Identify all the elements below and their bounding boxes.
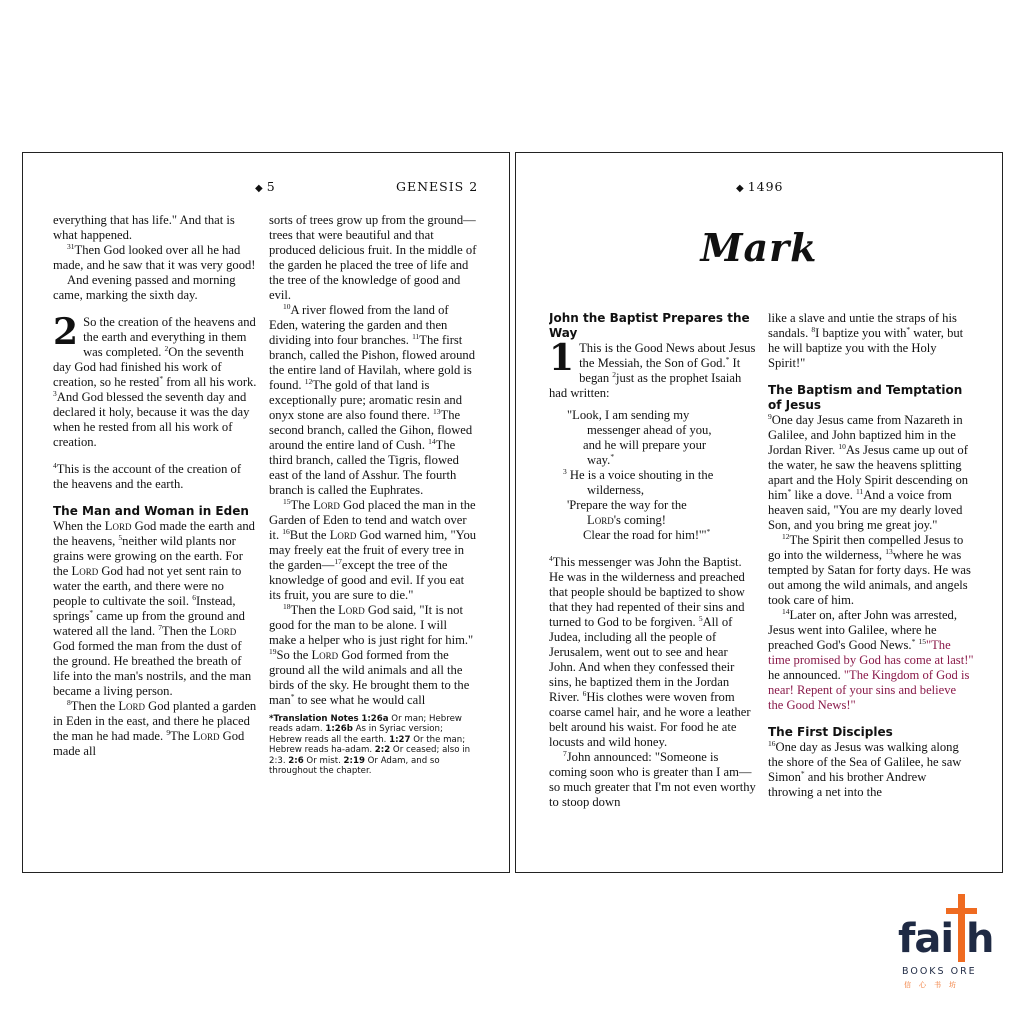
paragraph: sorts of trees grow up from the ground—trees that were beautiful and that produced delicious fruit. In the middle of the garden he placed the tree of life and the tree of the knowledge of good and evil. <box>269 213 477 302</box>
right-column-2 <box>768 311 974 866</box>
faith-bookstore-logo <box>896 890 996 1010</box>
section-heading: John the Baptist Prepares the Way <box>549 311 750 340</box>
cross-icon-bar <box>946 908 977 914</box>
paragraph: When the Lord God made the earth and the heavens, $^5$neither wild plants nor grains were growing on the earth. For the Lord God had not yet sent rain to water the earth, and there were no people to cultivate the soil. $^6$Instead, springs* came up from the ground and watered all the land. $^7$Then the Lord God formed the man from the dust of the ground. He breathed the breath of life into the man's nostrils, and the man became a living person. <box>53 519 255 698</box>
paragraph: $^{10}$A river flowed from the land of Eden, watering the garden and then dividing into four branches. $^{11}$The first branch, called the Pishon, flowed around the entire land of Havilah, where gold is found. $^{12}$The gold of that land is exceptionally pure; aromatic resin and onyx stone are also found there. $^{13}$The second branch, called the Gihon, flowed around the entire land of Cush. $^{14}$The third branch, called the Tigris, flowed east of the land of Asshur. The fourth branch is called the Euphrates. <box>269 301 475 497</box>
paragraph: $^9$One day Jesus came from Nazareth in Galilee, and John baptized him in the Jordan River. $^{10}$As Jesus came up out of the water, he saw the heavens splitting apart and the Holy Spirit descending on him* like a dove. $^{11}$And a voice from heaven said, "You are my dearly loved Son, and you bring me great joy." <box>768 411 969 532</box>
left-page <box>22 152 510 873</box>
page-number: ◆ 1496 <box>736 179 784 194</box>
section-heading: The Man and Woman in Eden <box>53 504 249 518</box>
paragraph: $^{12}$The Spirit then compelled Jesus to go into the wilderness, $^{13}$where he was tempted by Satan for forty days. He was out among the wild animals, and angels took care of him. <box>768 531 971 607</box>
chapter-number: 1 <box>549 337 575 379</box>
page-number: ◆ 5 <box>255 179 276 194</box>
page-marker-icon: ◆ <box>255 183 264 194</box>
page-marker-icon: ◆ <box>736 183 745 194</box>
left-column-2 <box>269 213 477 863</box>
paragraph: like a slave and untie the straps of his sandals. $^8$I baptize you with* water, but he will baptize you with the Holy Spirit!" <box>768 311 964 370</box>
right-column-1 <box>549 311 757 866</box>
paragraph: $^4$This is the account of the creation of the heavens and the earth. <box>53 460 242 491</box>
logo-subtitle: BOOKS ORE <box>902 966 977 977</box>
paragraph: And evening passed and morning came, marking the sixth day. <box>53 273 236 302</box>
paragraph: 2 So the creation of the heavens and the earth and everything in them was completed. $^2$On the seventh day God had finished his work of creation, so he rested* from all his work. $^3$And God blessed the seventh day and declared it holy, because it was the day when he rested from all his work of creation. <box>53 311 257 449</box>
section-heading: The First Disciples <box>768 725 893 739</box>
paragraph: everything that has life." And that is what happened. <box>53 213 235 242</box>
book-title: Mark <box>700 225 818 270</box>
paragraph: 1 This is the Good News about Jesus the Messiah, the Son of God.* It began $^2$just as the prophet Isaiah had written: <box>549 337 756 400</box>
logo-wordmark: fai h <box>898 916 994 962</box>
words-of-jesus: "The time promised by God has come at last!" <box>768 638 974 667</box>
paragraph: $^{18}$Then the Lord God said, "It is not good for the man to be alone. I will make a helper who is just right for him." $^{19}$So the Lord God formed from the ground all the wild animals and all the birds of the sky. He brought them to the man* to see what he would call <box>269 601 474 707</box>
running-head: GENESIS 2 <box>396 179 479 194</box>
section-heading: The Baptism and Temptation of Jesus <box>768 383 963 412</box>
chapter-number: 2 <box>53 311 79 353</box>
paragraph: $^{15}$The Lord God placed the man in the Garden of Eden to tend and watch over it. $^{16}$But the Lord God warned him, "You may freely eat the fruit of every tree in the garden—$^{17}$except the tree of the knowledge of good and evil. If you eat its fruit, you are sure to die." <box>269 496 477 602</box>
quotation: "Look, I am sending my messenger ahead of you, and he will prepare your way.* $^3$ He is a voice shouting in the wilderness, 'Prepare the way for the Lord's coming! Clear the road for him!'"* <box>563 408 714 542</box>
paragraph: $^4$This messenger was John the Baptist. He was in the wilderness and preached that people should be baptized to show that they had repented of their sins and turned to God to be forgiven. $^5$All of Judea, including all the people of Jerusalem, went out to see and hear John. And when they confessed their sins, he baptized them in the Jordan River. $^6$His clothes were woven from coarse camel hair, and he wore a leather belt around his waist. For food he ate locusts and wild honey. <box>549 553 751 749</box>
paragraph: $^{14}$Later on, after John was arrested, Jesus went into Galilee, where he preached God's Good News.* $^{15}$"The time promised by God has come at last!" he announced. "The Kingdom of God is near! Repent of your sins and believe the Good News!" <box>768 606 974 712</box>
paragraph: $^{31}$Then God looked over all he had made, and he saw that it was very good! <box>53 241 256 272</box>
paragraph: $^8$Then the Lord God planted a garden in Eden in the east, and there he placed the man he had made. $^9$The Lord God made all <box>53 697 257 758</box>
logo-chinese: 信心书坊 <box>904 981 964 989</box>
translation-notes: *Translation Notes 1:26a Or man; Hebrew reads adam. 1:26b As in Syriac version; Hebrew reads all the earth. 1:27 Or the man; Hebrew reads ha-adam. 2:2 Or ceased; also in 2:3. 2:6 Or mist. 2:19 Or Adam, and so throughout the chapter. <box>269 714 471 777</box>
left-column-1 <box>53 213 258 863</box>
paragraph: $^{16}$One day as Jesus was walking along the shore of the Sea of Galilee, he saw Simon* and his brother Andrew throwing a net into the <box>768 738 962 799</box>
words-of-jesus: "The Kingdom of God is near! Repent of your sins and believe the Good News!" <box>768 668 970 712</box>
right-page <box>515 152 1003 873</box>
paragraph: $^7$John announced: "Someone is coming soon who is greater than I am—so much greater that I'm not even worthy to stoop down <box>549 748 756 809</box>
